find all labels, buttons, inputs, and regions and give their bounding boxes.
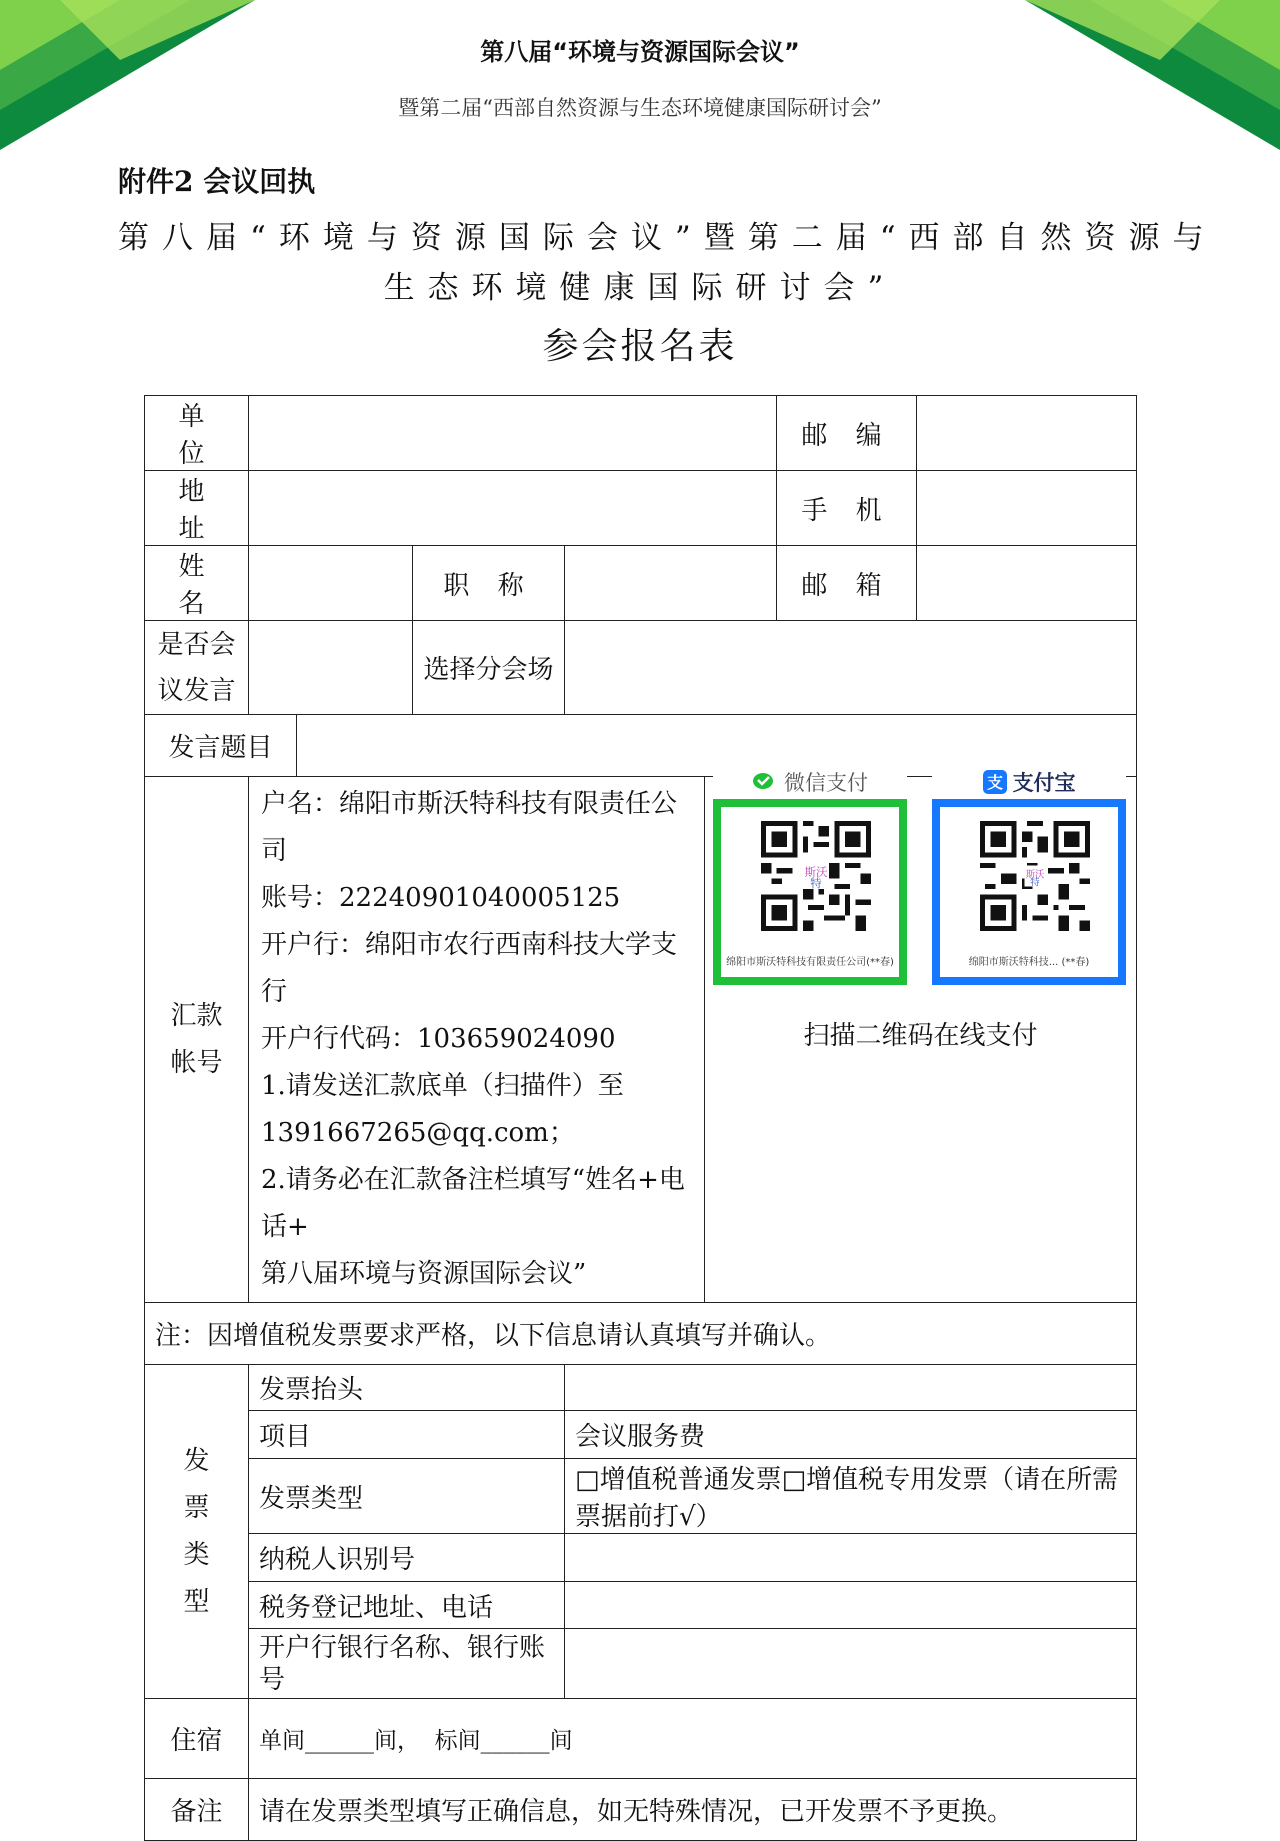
invoice-row bbox=[145, 1534, 1137, 1582]
name-field[interactable] bbox=[249, 546, 413, 621]
remark-label: 备注 bbox=[145, 1779, 249, 1841]
remit-line: 1.请发送汇款底单（扫描件）至 bbox=[261, 1071, 624, 1101]
qr-code-icon bbox=[761, 821, 871, 931]
remit-label-line1: 汇款 bbox=[170, 1000, 223, 1031]
speak-label-line2: 议发言 bbox=[157, 675, 236, 706]
scan-to-pay-text: 扫描二维码在线支付 bbox=[803, 1021, 1038, 1051]
invoice-label-char: 型 bbox=[183, 1586, 210, 1617]
remit-email: 1391667265@qq.com； bbox=[261, 1118, 575, 1148]
remit-label bbox=[145, 777, 249, 1303]
invoice-row-label: 发票抬头 bbox=[249, 1365, 565, 1411]
jobtitle-field[interactable] bbox=[565, 546, 777, 621]
remit-line: 2.请务必在汇款备注栏填写“姓名+电话+ bbox=[261, 1165, 685, 1242]
qr-code-icon bbox=[980, 821, 1090, 931]
lodging-label: 住宿 bbox=[145, 1699, 249, 1779]
invoice-type-label bbox=[145, 1365, 249, 1699]
alipay-qr[interactable] bbox=[932, 765, 1126, 985]
remit-label-line2: 帐号 bbox=[170, 1047, 223, 1078]
speak-label bbox=[145, 621, 249, 715]
speak-label-line1: 是否会 bbox=[157, 629, 236, 660]
unit-field[interactable] bbox=[249, 396, 777, 471]
email-label: 邮 箱 bbox=[777, 546, 917, 621]
jobtitle-label: 职 称 bbox=[413, 546, 565, 621]
remit-line: 开户行代码：103659024090 bbox=[261, 1024, 616, 1054]
wechat-pay-qr[interactable] bbox=[713, 765, 907, 985]
alipay-qr-caption: 绵阳市斯沃特科技... (**春) bbox=[968, 957, 1090, 968]
postcode-field[interactable] bbox=[917, 396, 1137, 471]
svg-text:斯沃: 斯沃 bbox=[804, 865, 828, 879]
svg-text:支: 支 bbox=[986, 773, 1003, 792]
header-subtitle: 暨第二届“西部自然资源与生态环境健康国际研讨会” bbox=[398, 96, 882, 120]
topic-label: 发言题目 bbox=[145, 715, 297, 777]
invoice-row bbox=[145, 1365, 1137, 1411]
invoice-row-value[interactable]: 会议服务费 bbox=[565, 1411, 1137, 1459]
invoice-row bbox=[145, 1582, 1137, 1629]
payment-qr-area bbox=[705, 771, 1137, 1303]
mobile-label: 手 机 bbox=[777, 471, 917, 546]
alipay-label: 支付宝 bbox=[1012, 771, 1076, 795]
invoice-row-value[interactable] bbox=[565, 1629, 1137, 1699]
invoice-label-char: 票 bbox=[183, 1492, 210, 1523]
postcode-label: 邮 编 bbox=[777, 396, 917, 471]
svg-text:斯沃: 斯沃 bbox=[1025, 869, 1045, 881]
remit-line: 账号：22240901040005125 bbox=[261, 883, 621, 913]
invoice-row-label: 项目 bbox=[249, 1411, 565, 1459]
form-title-line1: 第八届“环境与资源国际会议”暨第二届“西部自然资源与 bbox=[118, 220, 1217, 256]
mobile-field[interactable] bbox=[917, 471, 1137, 546]
lodging-field[interactable]: 单间______间， 标间______间 bbox=[249, 1699, 1137, 1779]
address-label: 地 址 bbox=[145, 471, 249, 546]
invoice-row-value[interactable] bbox=[565, 1365, 1137, 1411]
attachment-label: 附件2 会议回执 bbox=[118, 165, 316, 198]
row-note bbox=[145, 1303, 1137, 1365]
session-label: 选择分会场 bbox=[413, 621, 565, 715]
session-field[interactable] bbox=[565, 621, 1137, 715]
invoice-row-value[interactable] bbox=[565, 1582, 1137, 1629]
alipay-icon bbox=[983, 770, 1007, 794]
remit-line: 开户行：绵阳市农行西南科技大学支行 bbox=[261, 930, 678, 1007]
corner-decoration-left bbox=[0, 0, 260, 150]
row-lodging bbox=[145, 1699, 1137, 1779]
header-title: 第八届“环境与资源国际会议” bbox=[480, 38, 800, 66]
form-title-line2: 生态环境健康国际研讨会” bbox=[383, 270, 897, 306]
invoice-label-char: 类 bbox=[183, 1539, 210, 1570]
remit-details bbox=[249, 777, 705, 1303]
email-field[interactable] bbox=[917, 546, 1137, 621]
wechat-pay-label: 微信支付 bbox=[784, 771, 868, 795]
invoice-row-label: 纳税人识别号 bbox=[249, 1534, 565, 1582]
row-address bbox=[145, 471, 1137, 546]
speak-field[interactable] bbox=[249, 621, 413, 715]
invoice-row-value[interactable] bbox=[565, 1534, 1137, 1582]
row-speak bbox=[145, 621, 1137, 715]
invoice-label-char: 发 bbox=[183, 1445, 210, 1476]
row-remark bbox=[145, 1779, 1137, 1841]
row-remittance bbox=[145, 777, 1137, 1303]
wechat-qr-caption: 绵阳市斯沃特科技有限责任公司(**春) bbox=[726, 957, 894, 968]
invoice-row-value[interactable]: □增值税普通发票□增值税专用发票（请在所需票据前打√） bbox=[565, 1459, 1137, 1534]
svg-text:特: 特 bbox=[1030, 877, 1040, 889]
invoice-note: 注：因增值税发票要求严格，以下信息请认真填写并确认。 bbox=[145, 1303, 1137, 1365]
invoice-row bbox=[145, 1411, 1137, 1459]
remit-line: 户名：绵阳市斯沃特科技有限责任公司 bbox=[261, 789, 678, 866]
invoice-row-label: 开户行银行名称、银行账号 bbox=[249, 1629, 565, 1699]
svg-text:特: 特 bbox=[810, 876, 822, 890]
invoice-row-label: 发票类型 bbox=[249, 1459, 565, 1534]
invoice-row-label: 税务登记地址、电话 bbox=[249, 1582, 565, 1629]
row-unit bbox=[145, 396, 1137, 471]
name-label: 姓 名 bbox=[145, 546, 249, 621]
remark-text: 请在发票类型填写正确信息，如无特殊情况，已开发票不予更换。 bbox=[249, 1779, 1137, 1841]
form-title-main: 参会报名表 bbox=[542, 326, 738, 367]
row-name bbox=[145, 546, 1137, 621]
invoice-row bbox=[145, 1629, 1137, 1699]
remit-line: 第八届环境与资源国际会议” bbox=[261, 1259, 587, 1289]
corner-decoration-right bbox=[1020, 0, 1280, 150]
unit-label: 单 位 bbox=[145, 396, 249, 471]
wechat-icon bbox=[752, 771, 778, 793]
registration-form-table bbox=[144, 395, 1137, 1841]
address-field[interactable] bbox=[249, 471, 777, 546]
invoice-row bbox=[145, 1459, 1137, 1534]
